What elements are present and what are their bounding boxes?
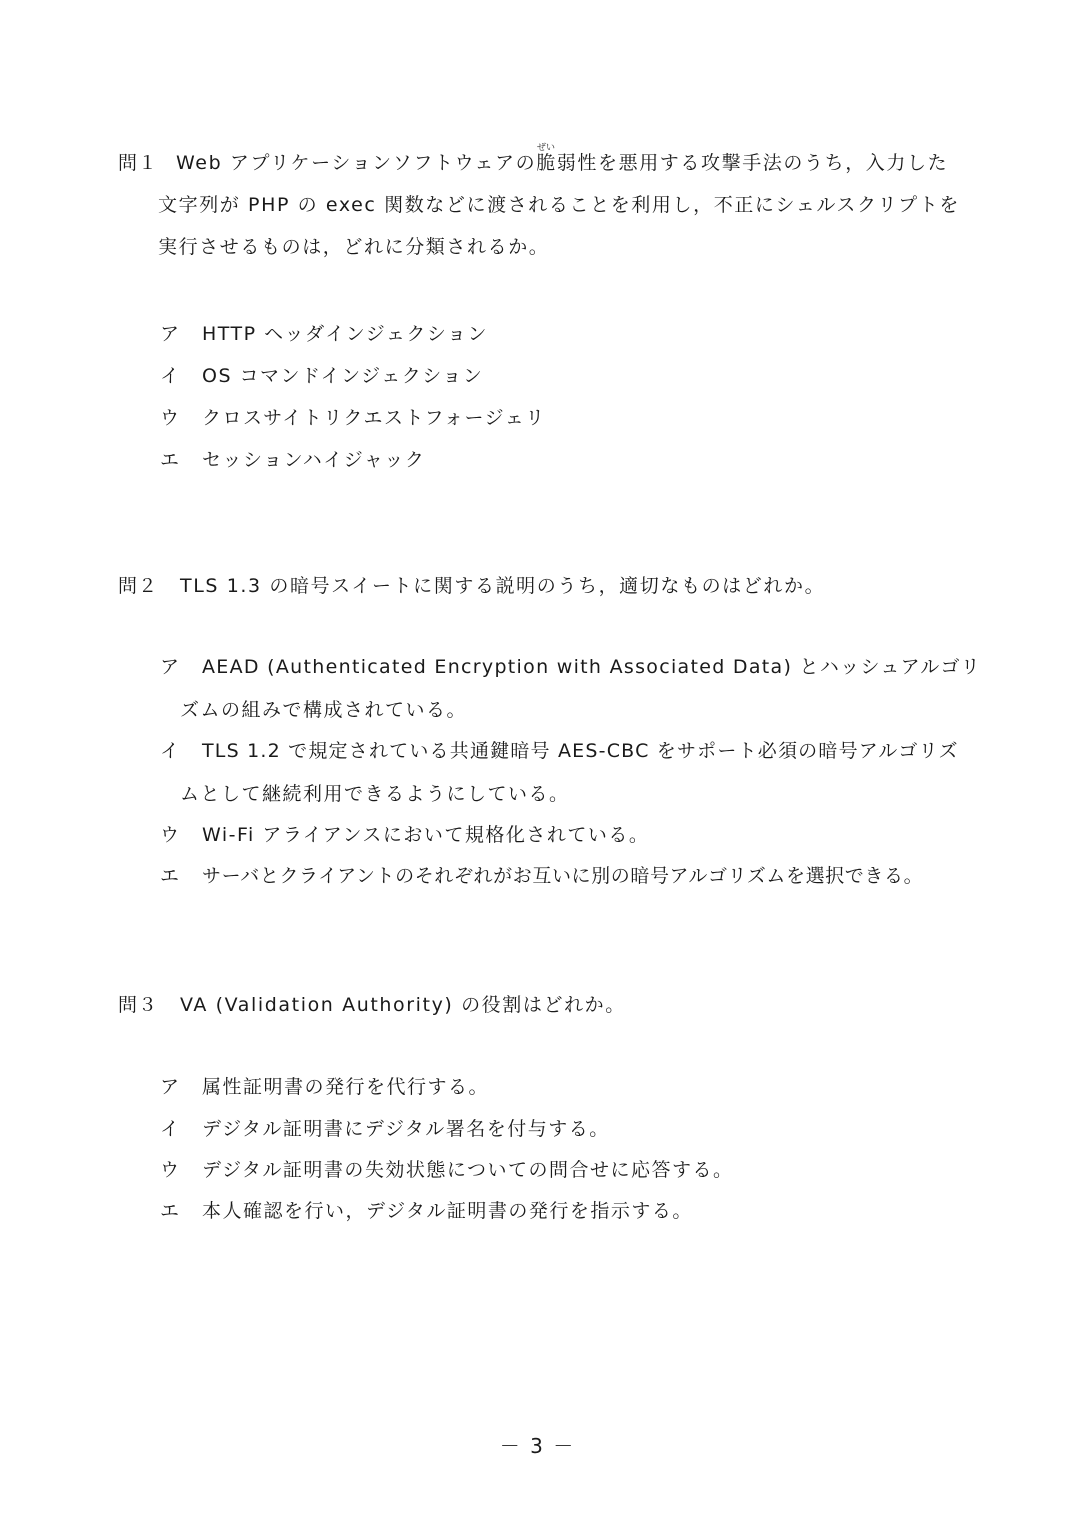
choice-text: クロスサイトリクエストフォージェリ <box>202 407 546 429</box>
choice-text: 本人確認を行い，デジタル証明書の発行を指示する。 <box>202 1200 693 1222</box>
question-number: 問１ <box>118 152 159 174</box>
question-text-line: Web アプリケーションソフトウェアの脆弱性を悪用する攻撃手法のうち，入力した <box>176 152 949 174</box>
choice-label: イ <box>160 1118 180 1140</box>
question-text-line: 文字列が PHP の exec 関数などに渡されることを利用し，不正にシェルスクリプトを <box>158 194 960 216</box>
choice-label: ウ <box>160 824 180 846</box>
choice-label: ウ <box>160 407 180 429</box>
ruby-annotation: ぜい <box>537 143 556 153</box>
page-number: － 3 － <box>499 1434 576 1458</box>
choice-label: ア <box>160 323 180 345</box>
choice-text: デジタル証明書にデジタル署名を付与する。 <box>202 1118 610 1140</box>
choice-text: セッションハイジャック <box>202 449 426 471</box>
choice-label: エ <box>160 865 180 887</box>
choice-label: イ <box>160 740 180 762</box>
question-number: 問３ <box>118 994 159 1016</box>
choice-label: イ <box>160 365 180 387</box>
choice-text: TLS 1.2 で規定されている共通鍵暗号 AES-CBC をサポート必須の暗号アルゴリズ <box>202 740 959 762</box>
question-text-line: VA (Validation Authority) の役割はどれか。 <box>180 994 626 1016</box>
choice-text: Wi-Fi アライアンスにおいて規格化されている。 <box>202 824 650 846</box>
choice-text: AEAD (Authenticated Encryption with Associated Data) とハッシュアルゴリ <box>202 656 982 678</box>
choice-text: 属性証明書の発行を代行する。 <box>202 1076 490 1098</box>
choice-label: ウ <box>160 1159 180 1181</box>
choice-label: エ <box>160 1200 180 1222</box>
choice-label: ア <box>160 1076 180 1098</box>
question-number: 問２ <box>118 575 159 597</box>
choice-text-continuation: ムとして継続利用できるようにしている。 <box>180 783 570 805</box>
choice-text: サーバとクライアントのそれぞれがお互いに別の暗号アルゴリズムを選択できる。 <box>202 865 924 887</box>
question-text-line: TLS 1.3 の暗号スイートに関する説明のうち，適切なものはどれか。 <box>180 575 826 597</box>
choice-text-continuation: ズムの組みで構成されている。 <box>180 699 468 721</box>
choice-text: OS コマンドインジェクション <box>202 365 484 387</box>
choice-label: エ <box>160 449 180 471</box>
choice-text: HTTP ヘッダインジェクション <box>202 323 489 345</box>
choice-label: ア <box>160 656 180 678</box>
question-text-line: 実行させるものは，どれに分類されるか。 <box>158 236 550 258</box>
choice-text: デジタル証明書の失効状態についての問合せに応答する。 <box>202 1159 734 1181</box>
